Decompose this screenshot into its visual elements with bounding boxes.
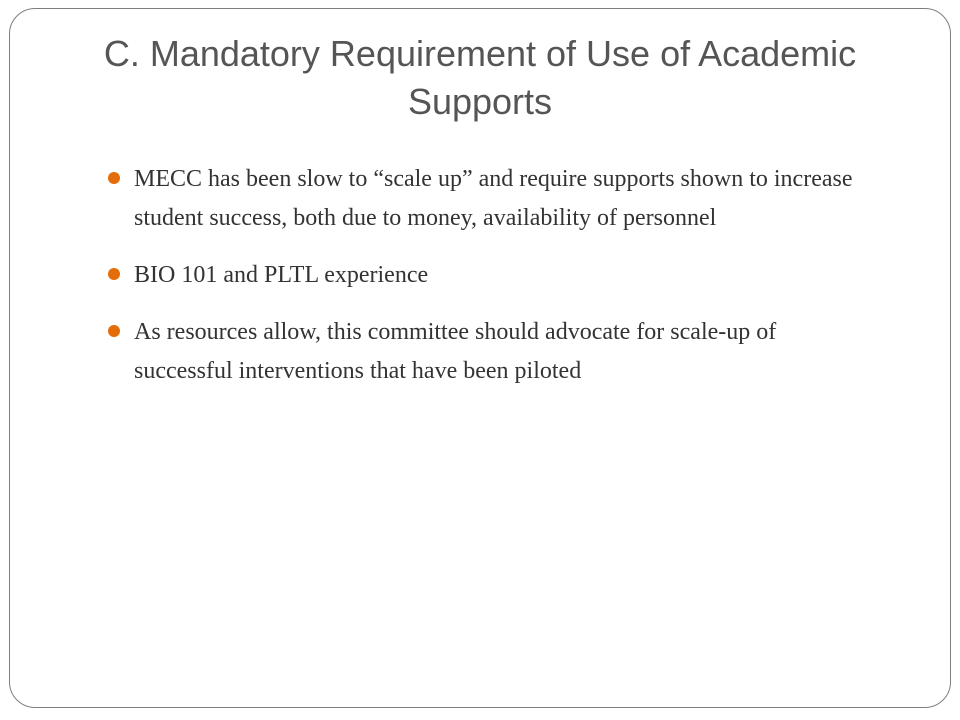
bullet-text: MECC has been slow to “scale up” and require supports shown to increase student success, both due to money, availability of personnel xyxy=(134,166,853,231)
bullet-item xyxy=(108,313,853,391)
bullet-text: BIO 101 and PLTL experience xyxy=(134,262,429,288)
bullet-item xyxy=(108,256,853,295)
bullet-list xyxy=(108,160,853,409)
bullet-dot-icon xyxy=(108,325,120,337)
bullet-text: As resources allow, this committee should advocate for scale-up of successful interventions that have been piloted xyxy=(134,319,777,384)
bullet-dot-icon xyxy=(108,268,120,280)
bullet-dot-icon xyxy=(108,172,120,184)
bullet-item xyxy=(108,160,853,238)
slide-title: C. Mandatory Requirement of Use of Academic Supports xyxy=(103,33,857,122)
